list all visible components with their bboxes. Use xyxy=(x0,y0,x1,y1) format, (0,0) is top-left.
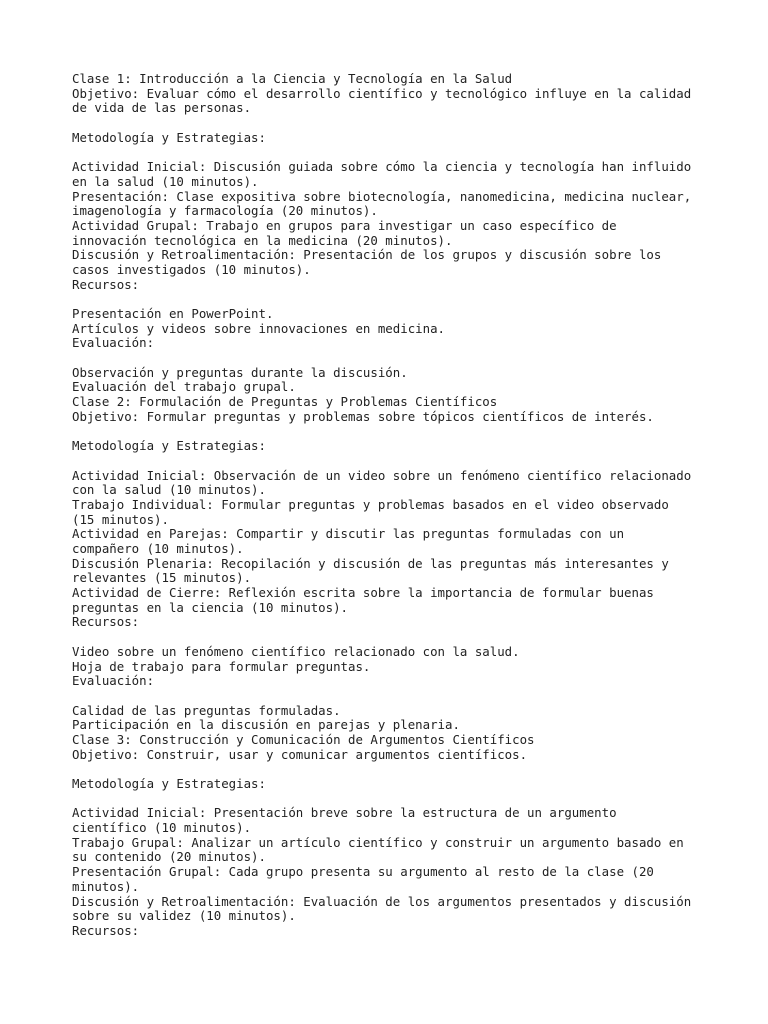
document-line: compañero (10 minutos). xyxy=(72,541,244,556)
document-line: (15 minutos). xyxy=(72,511,169,527)
document-body xyxy=(72,72,712,939)
document-line: Recursos: xyxy=(72,276,140,292)
document-line: Observación y preguntas durante la discusión. xyxy=(72,364,408,380)
document-line: relevantes (15 minutos). xyxy=(72,570,252,586)
document-line: Presentación Grupal: Cada grupo presenta su argumento al resto de la clase (20 xyxy=(72,864,654,880)
document-line: Trabajo Individual: Formular preguntas y problemas basados en el video observado xyxy=(72,496,669,512)
document-line: casos investigados (10 minutos). xyxy=(72,261,311,277)
document-line: Clase 2: Formulación de Preguntas y Problemas Científicos xyxy=(72,394,498,410)
document-line: Evaluación: xyxy=(72,335,155,351)
blank-line xyxy=(72,116,712,131)
document-line: Discusión y Retroalimentación: Evaluación de los argumentos presentados y discusión xyxy=(72,893,692,909)
document-line: Trabajo Grupal: Analizar un artículo científico y construir un argumento basado en xyxy=(72,834,684,850)
document-line: imagenología y farmacología (20 minutos). xyxy=(72,203,378,219)
document-line: Discusión Plenaria: Recopilación y discusión de las preguntas más interesantes y xyxy=(72,555,669,571)
document-line: Actividad Inicial: Observación de un video sobre un fenómeno científico relacionado xyxy=(72,467,692,483)
document-line: innovación tecnológica en la medicina (20 minutos). xyxy=(72,232,453,248)
document-line: Hoja de trabajo para formular preguntas. xyxy=(72,658,371,674)
document-line: Actividad en Parejas: Compartir y discutir las preguntas formuladas con un xyxy=(72,526,625,542)
document-line: de vida de las personas. xyxy=(72,100,252,116)
blank-line xyxy=(72,630,712,645)
document-line: Recursos: xyxy=(72,922,140,938)
document-line: Presentación: Clase expositiva sobre biotecnología, nanomedicina, medicina nuclear, xyxy=(72,188,692,204)
document-line: Recursos: xyxy=(72,614,140,630)
document-line: con la salud (10 minutos). xyxy=(72,482,266,498)
blank-line xyxy=(72,425,712,440)
document-line: Objetivo: Formular preguntas y problemas sobre tópicos científicos de interés. xyxy=(72,408,654,424)
document-line: Calidad de las preguntas formuladas. xyxy=(72,702,341,718)
document-line: Artículos y videos sobre innovaciones en medicina. xyxy=(72,320,445,336)
document-line: Objetivo: Evaluar cómo el desarrollo científico y tecnológico influye en la calidad xyxy=(72,85,692,101)
document-line: Actividad de Cierre: Reflexión escrita sobre la importancia de formular buenas xyxy=(72,585,654,601)
document-line: científico (10 minutos). xyxy=(72,820,252,836)
document-line: su contenido (20 minutos). xyxy=(72,849,266,865)
document-line: Clase 1: Introducción a la Ciencia y Tecnología en la Salud xyxy=(72,71,513,86)
document-line: Presentación en PowerPoint. xyxy=(72,306,274,321)
document-line: en la salud (10 minutos). xyxy=(72,173,259,189)
document-line: Objetivo: Construir, usar y comunicar argumentos científicos. xyxy=(72,746,528,762)
document-line: Metodología y Estrategias: xyxy=(72,776,266,791)
document-line: Participación en la discusión en parejas y plenaria. xyxy=(72,717,460,733)
document-line: Actividad Grupal: Trabajo en grupos para investigar un caso específico de xyxy=(72,217,617,233)
blank-line xyxy=(72,762,712,777)
document-line: Metodología y Estrategias: xyxy=(72,438,266,454)
blank-line xyxy=(72,689,712,704)
document-line: Evaluación: xyxy=(72,673,155,689)
document-line: Actividad Inicial: Discusión guiada sobre cómo la ciencia y tecnología han influido xyxy=(72,159,692,175)
document-line: Evaluación del trabajo grupal. xyxy=(72,379,296,395)
document-line: Discusión y Retroalimentación: Presentación de los grupos y discusión sobre los xyxy=(72,247,662,263)
document-line: minutos). xyxy=(72,878,140,894)
document-line: Metodología y Estrategias: xyxy=(72,129,266,145)
blank-line xyxy=(72,292,712,307)
blank-line xyxy=(72,792,712,807)
document-line: preguntas en la ciencia (10 minutos). xyxy=(72,599,349,615)
blank-line xyxy=(72,145,712,160)
document-line: Actividad Inicial: Presentación breve sobre la estructura de un argumento xyxy=(72,805,617,821)
blank-line xyxy=(72,454,712,469)
blank-line xyxy=(72,351,712,366)
document-line: Clase 3: Construcción y Comunicación de Argumentos Científicos xyxy=(72,731,535,747)
document-line: sobre su validez (10 minutos). xyxy=(72,908,296,924)
document-line: Video sobre un fenómeno científico relacionado con la salud. xyxy=(72,643,520,659)
